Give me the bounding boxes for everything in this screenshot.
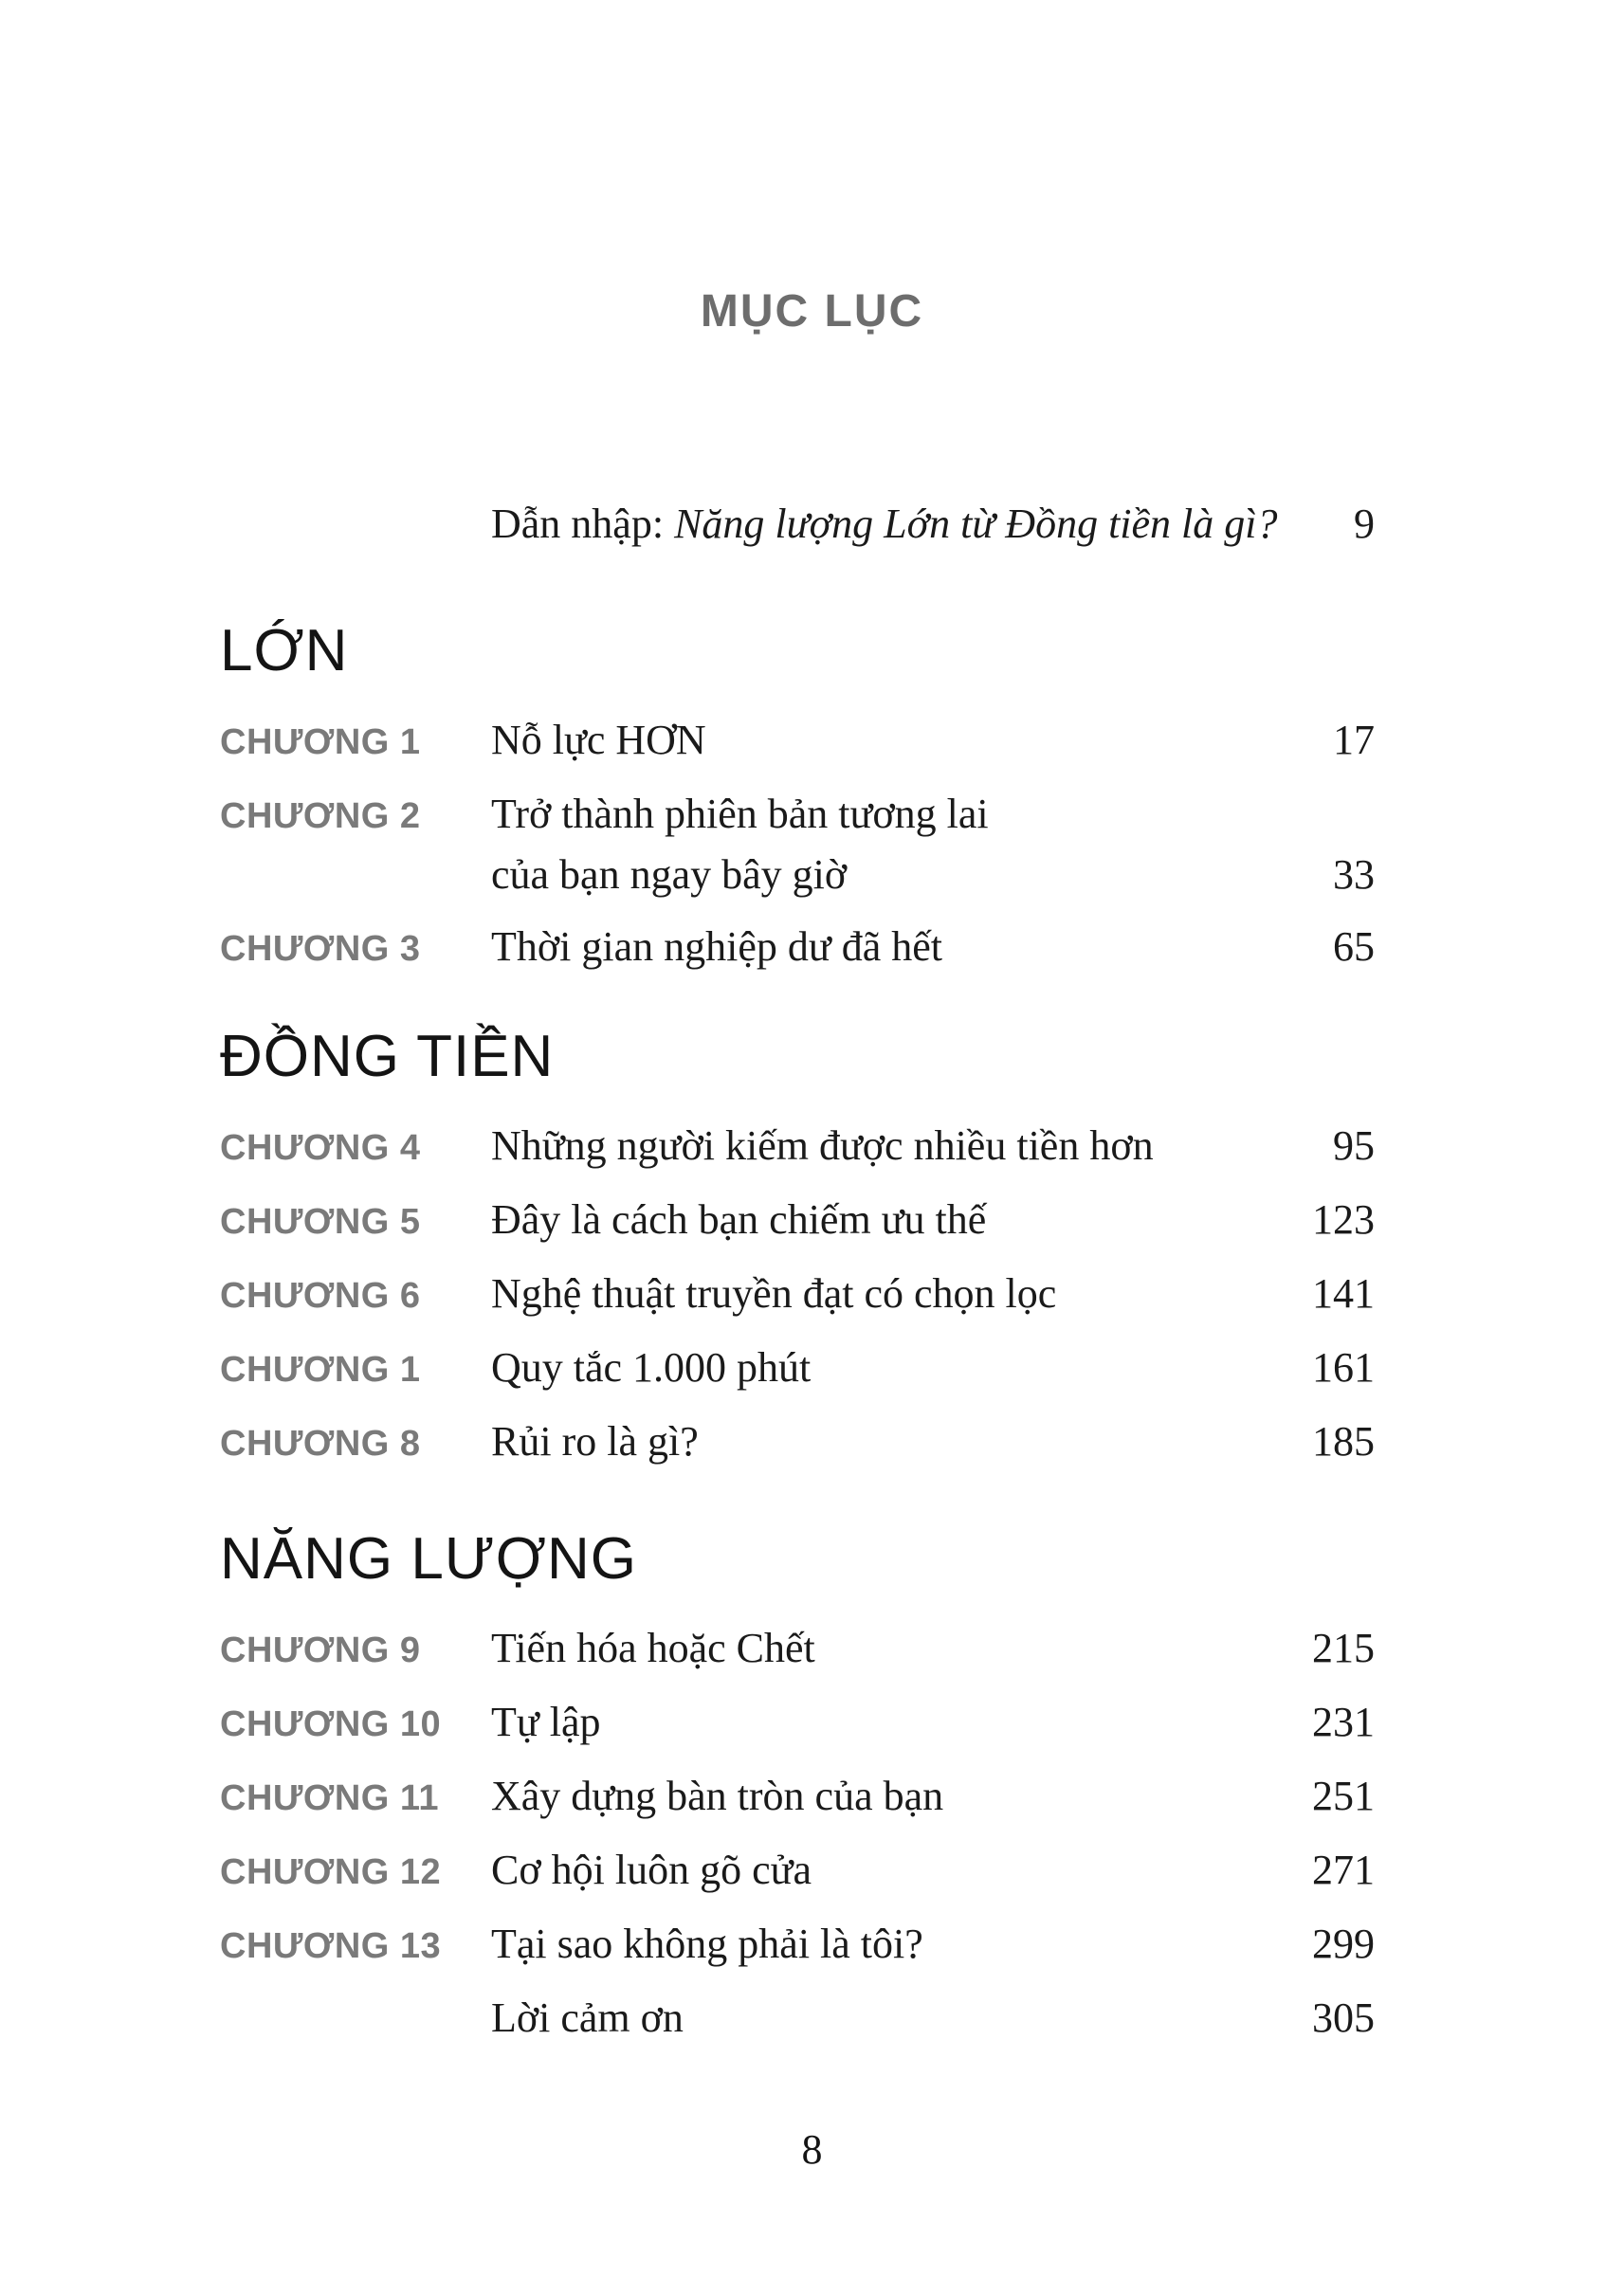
toc-list xyxy=(220,498,1375,2049)
toc-entry xyxy=(220,1692,1375,1755)
section-heading: LỚN xyxy=(220,618,349,683)
toc-section-dong-tien xyxy=(220,1025,1375,1474)
page-number: 231 xyxy=(1312,1699,1375,1745)
chapter-title: Tự lập xyxy=(491,1699,601,1745)
chapter-title-line-1: Trở thành phiên bản tương lai xyxy=(491,791,989,837)
intro-prefix: Dẫn nhập: xyxy=(491,501,675,547)
chapter-title: Nỗ lực HƠN xyxy=(491,717,706,763)
page-number: 299 xyxy=(1312,1921,1375,1967)
page-number: 161 xyxy=(1312,1344,1375,1391)
page-number: 305 xyxy=(1312,1994,1375,2041)
page-number: 185 xyxy=(1312,1418,1375,1465)
chapter-title: Tại sao không phải là tôi? xyxy=(491,1921,923,1967)
chapter-title: Cơ hội luôn gõ cửa xyxy=(491,1847,812,1893)
page-number: 271 xyxy=(1312,1847,1375,1893)
toc-entry xyxy=(220,1264,1375,1326)
toc-entry xyxy=(220,1116,1375,1178)
toc-entry xyxy=(220,917,1375,979)
chapter-title: Quy tắc 1.000 phút xyxy=(491,1344,812,1391)
chapter-title-line-2: của bạn ngay bây giờ xyxy=(491,851,848,898)
chapter-title: Rủi ro là gì? xyxy=(491,1418,699,1465)
chapter-label: CHƯƠNG 1 xyxy=(220,722,421,762)
chapter-title xyxy=(491,784,1289,905)
toc-entry xyxy=(220,1914,1375,1976)
chapter-title: Lời cảm ơn xyxy=(491,1994,684,2041)
chapter-label: CHƯƠNG 13 xyxy=(220,1926,442,1966)
chapter-title: Thời gian nghiệp dư đã hết xyxy=(491,923,943,970)
page-number: 95 xyxy=(1333,1122,1375,1169)
chapter-label: CHƯƠNG 8 xyxy=(220,1424,421,1464)
page-number: 65 xyxy=(1333,923,1375,970)
intro-text xyxy=(491,498,1289,551)
toc-entry xyxy=(220,784,1375,905)
page-number: 33 xyxy=(1333,851,1375,898)
chapter-label: CHƯƠNG 9 xyxy=(220,1630,421,1670)
toc-entry xyxy=(220,1412,1375,1474)
chapter-label: CHƯƠNG 4 xyxy=(220,1128,421,1168)
toc-section-nang-luong xyxy=(220,1527,1375,2049)
page-number: 215 xyxy=(1312,1625,1375,1671)
footer-page-number: 8 xyxy=(801,2126,823,2173)
chapter-label: CHƯƠNG 12 xyxy=(220,1852,442,1892)
toc-entry xyxy=(220,1190,1375,1252)
toc-entry xyxy=(220,1840,1375,1903)
chapter-title: Tiến hóa hoặc Chết xyxy=(491,1625,815,1671)
page-title: MỤC LỤC xyxy=(700,286,924,337)
chapter-label: CHƯƠNG 11 xyxy=(220,1778,440,1818)
page-number: 9 xyxy=(1354,501,1375,547)
page-number: 251 xyxy=(1312,1773,1375,1819)
chapter-title: Nghệ thuật truyền đạt có chọn lọc xyxy=(491,1270,1057,1317)
chapter-label: CHƯƠNG 3 xyxy=(220,929,421,969)
toc-entry xyxy=(220,1618,1375,1681)
chapter-label: CHƯƠNG 10 xyxy=(220,1704,442,1744)
chapter-title: Đây là cách bạn chiếm ưu thế xyxy=(491,1196,987,1243)
toc-entry xyxy=(220,1338,1375,1400)
chapter-label: CHƯƠNG 2 xyxy=(220,796,421,836)
page-number: 141 xyxy=(1312,1270,1375,1317)
chapter-title: Xây dựng bàn tròn của bạn xyxy=(491,1773,944,1819)
toc-entry xyxy=(220,710,1375,773)
section-heading: ĐỒNG TIỀN xyxy=(220,1024,555,1089)
chapter-label: CHƯƠNG 5 xyxy=(220,1202,421,1242)
toc-section-lon xyxy=(220,619,1375,979)
toc-entry xyxy=(220,1766,1375,1829)
section-heading: NĂNG LƯỢNG xyxy=(220,1526,637,1592)
chapter-label: CHƯƠNG 1 xyxy=(220,1350,421,1390)
page-number: 17 xyxy=(1333,717,1375,763)
chapter-title: Những người kiếm được nhiều tiền hơn xyxy=(491,1122,1154,1169)
toc-entry xyxy=(220,1988,1375,2049)
chapter-label: CHƯƠNG 6 xyxy=(220,1276,421,1316)
page-number: 123 xyxy=(1312,1196,1375,1243)
intro-subtitle-italic: Năng lượng Lớn từ Đồng tiền là gì? xyxy=(674,501,1278,547)
intro-entry xyxy=(220,498,1375,551)
